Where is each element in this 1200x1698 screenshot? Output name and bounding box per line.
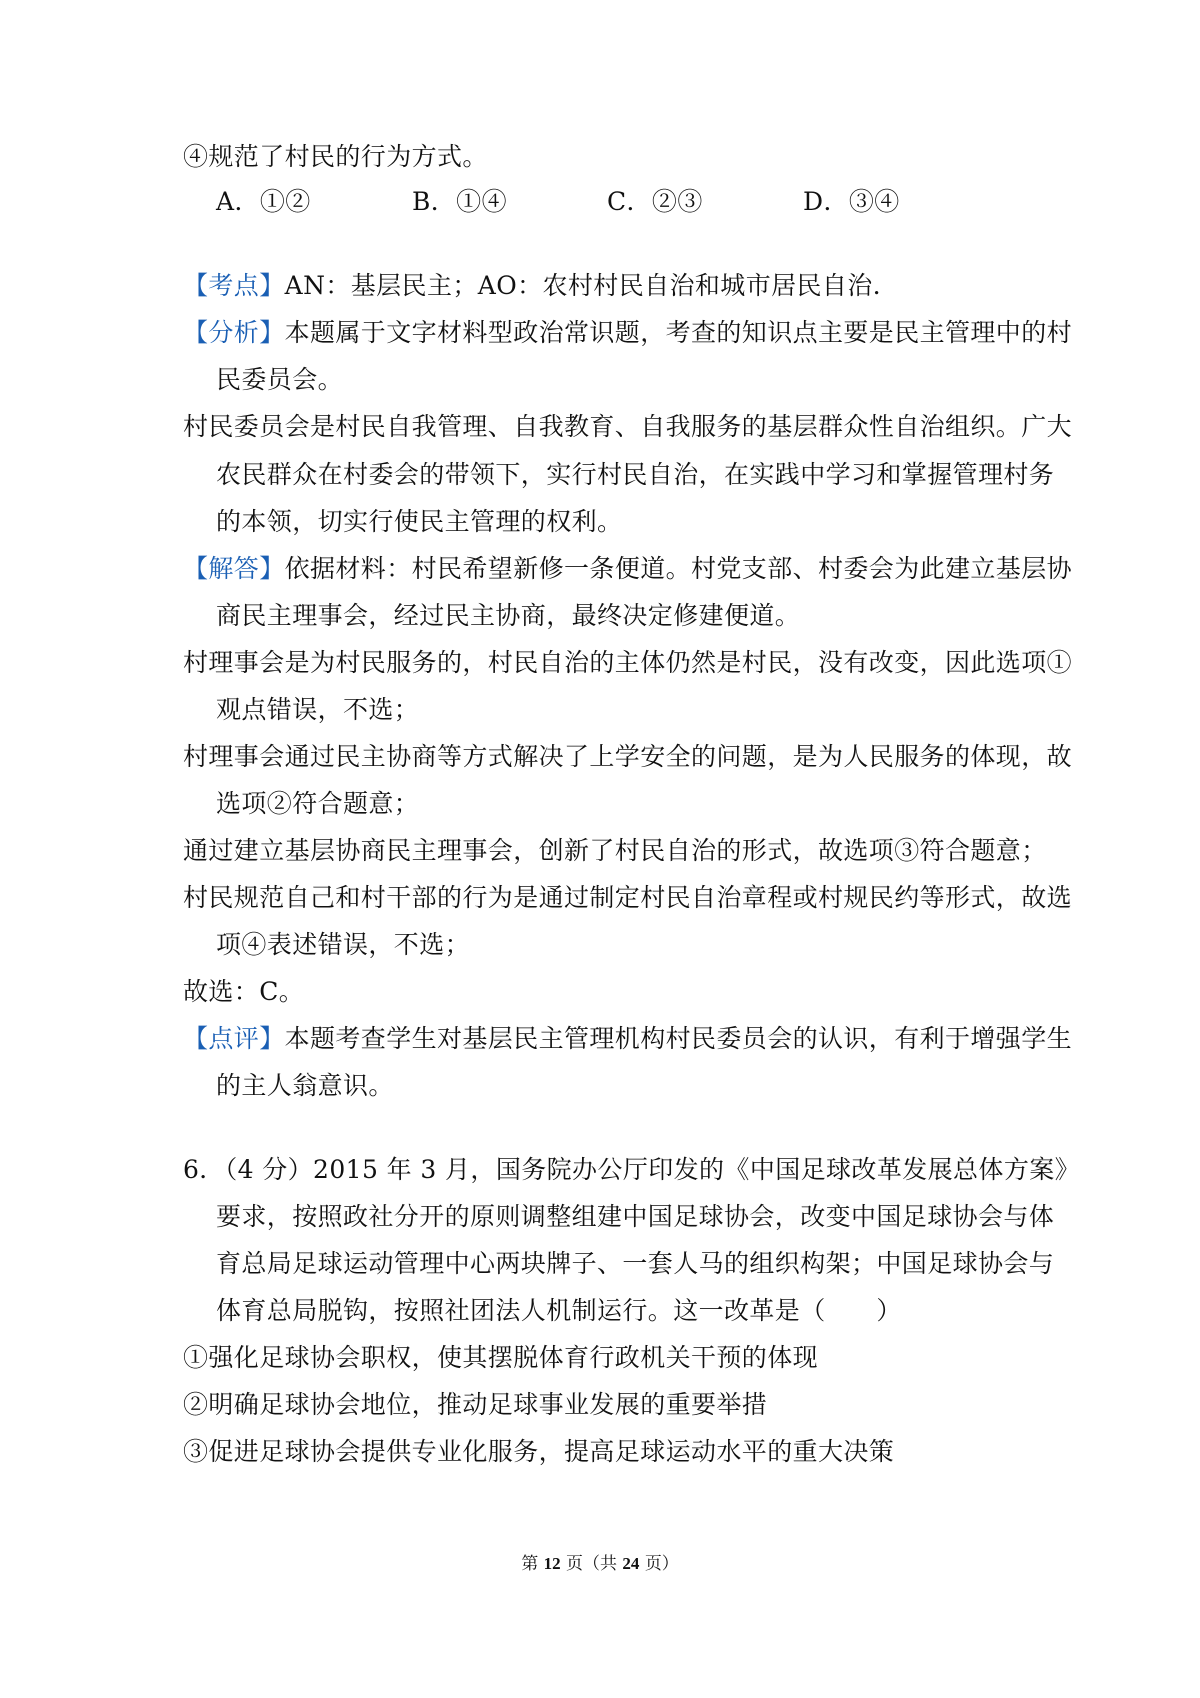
page-footer [0,1552,1200,1576]
footer-mid: 页（共 [566,1554,617,1574]
q6-stem-line-1: 6．（4 分）2015 年 3 月，国务院办公厅印发的《中国足球改革发展总体方案》 [183,1155,1081,1184]
dianping-tag: 【点评】 [183,1024,285,1053]
q5-option-b: B．①④ [412,187,507,216]
q5-option-a: A．①② [216,187,311,216]
fenxi-line-1 [183,316,1072,350]
footer-prefix: 第 [521,1554,539,1574]
footer-page-number: 12 [543,1554,561,1573]
kaodian-text: AN：基层民主；AO：农村村民自治和城市居民自治． [284,271,899,300]
fenxi-line-2: 民委员会。 [216,365,344,394]
fenxi-line-4: 农民群众在村委会的带领下，实行村民自治，在实践中学习和掌握管理村务 [216,460,1055,489]
q5-option-d: D．③④ [803,187,900,216]
q6-item-2: ②明确足球协会地位，推动足球事业发展的重要举措 [183,1390,768,1419]
q6-stem-line-4: 体育总局脱钩，按照社团法人机制运行。这一改革是（ ） [216,1296,902,1325]
jieda-line-5: 村理事会通过民主协商等方式解决了上学安全的问题，是为人民服务的体现，故 [183,742,1073,771]
fenxi-line-5: 的本领，切实行使民主管理的权利。 [216,507,623,536]
jieda-line-8: 村民规范自己和村干部的行为是通过制定村民自治章程或村规民约等形式，故选 [183,883,1073,912]
fenxi-tag: 【分析】 [183,318,285,347]
q6-item-1: ①强化足球协会职权，使其摆脱体育行政机关干预的体现 [183,1343,819,1372]
kaodian-tag: 【考点】 [183,271,285,300]
q6-stem-line-3: 育总局足球运动管理中心两块牌子、一套人马的组织构架；中国足球协会与 [216,1249,1055,1278]
jieda-line-7: 通过建立基层协商民主理事会，创新了村民自治的形式，故选项③符合题意； [183,836,1047,865]
kaodian-line [183,269,898,303]
fenxi-line-3: 村民委员会是村民自我管理、自我教育、自我服务的基层群众性自治组织。广大 [183,412,1073,441]
fenxi-text-1: 本题属于文字材料型政治常识题，考查的知识点主要是民主管理中的村 [284,318,1073,347]
jieda-line-10: 故选：C。 [183,977,305,1006]
jieda-line-6: 选项②符合题意； [216,789,420,818]
q6-stem-line-2: 要求，按照政社分开的原则调整组建中国足球协会，改变中国足球协会与体 [216,1202,1055,1231]
q5-option-c: C．②③ [607,187,703,216]
q5-item-4: ④规范了村民的行为方式。 [183,142,488,171]
jieda-tag: 【解答】 [183,554,285,583]
jieda-line-3: 村理事会是为村民服务的，村民自治的主体仍然是村民，没有改变，因此选项① [183,648,1073,677]
dianping-text-1: 本题考查学生对基层民主管理机构村民委员会的认识，有利于增强学生 [284,1024,1073,1053]
footer-suffix: 页） [644,1554,679,1574]
dianping-line-2: 的主人翁意识。 [216,1071,394,1100]
jieda-text-1: 依据材料：村民希望新修一条便道。村党支部、村委会为此建立基层协 [284,554,1073,583]
jieda-line-2: 商民主理事会，经过民主协商，最终决定修建便道。 [216,601,801,630]
footer-total-pages: 24 [622,1554,640,1573]
dianping-line-1 [183,1022,1072,1056]
jieda-line-4: 观点错误，不选； [216,695,420,724]
jieda-line-1 [183,552,1072,586]
q6-item-3: ③促进足球协会提供专业化服务，提高足球运动水平的重大决策 [183,1437,895,1466]
jieda-line-9: 项④表述错误，不选； [216,930,471,959]
